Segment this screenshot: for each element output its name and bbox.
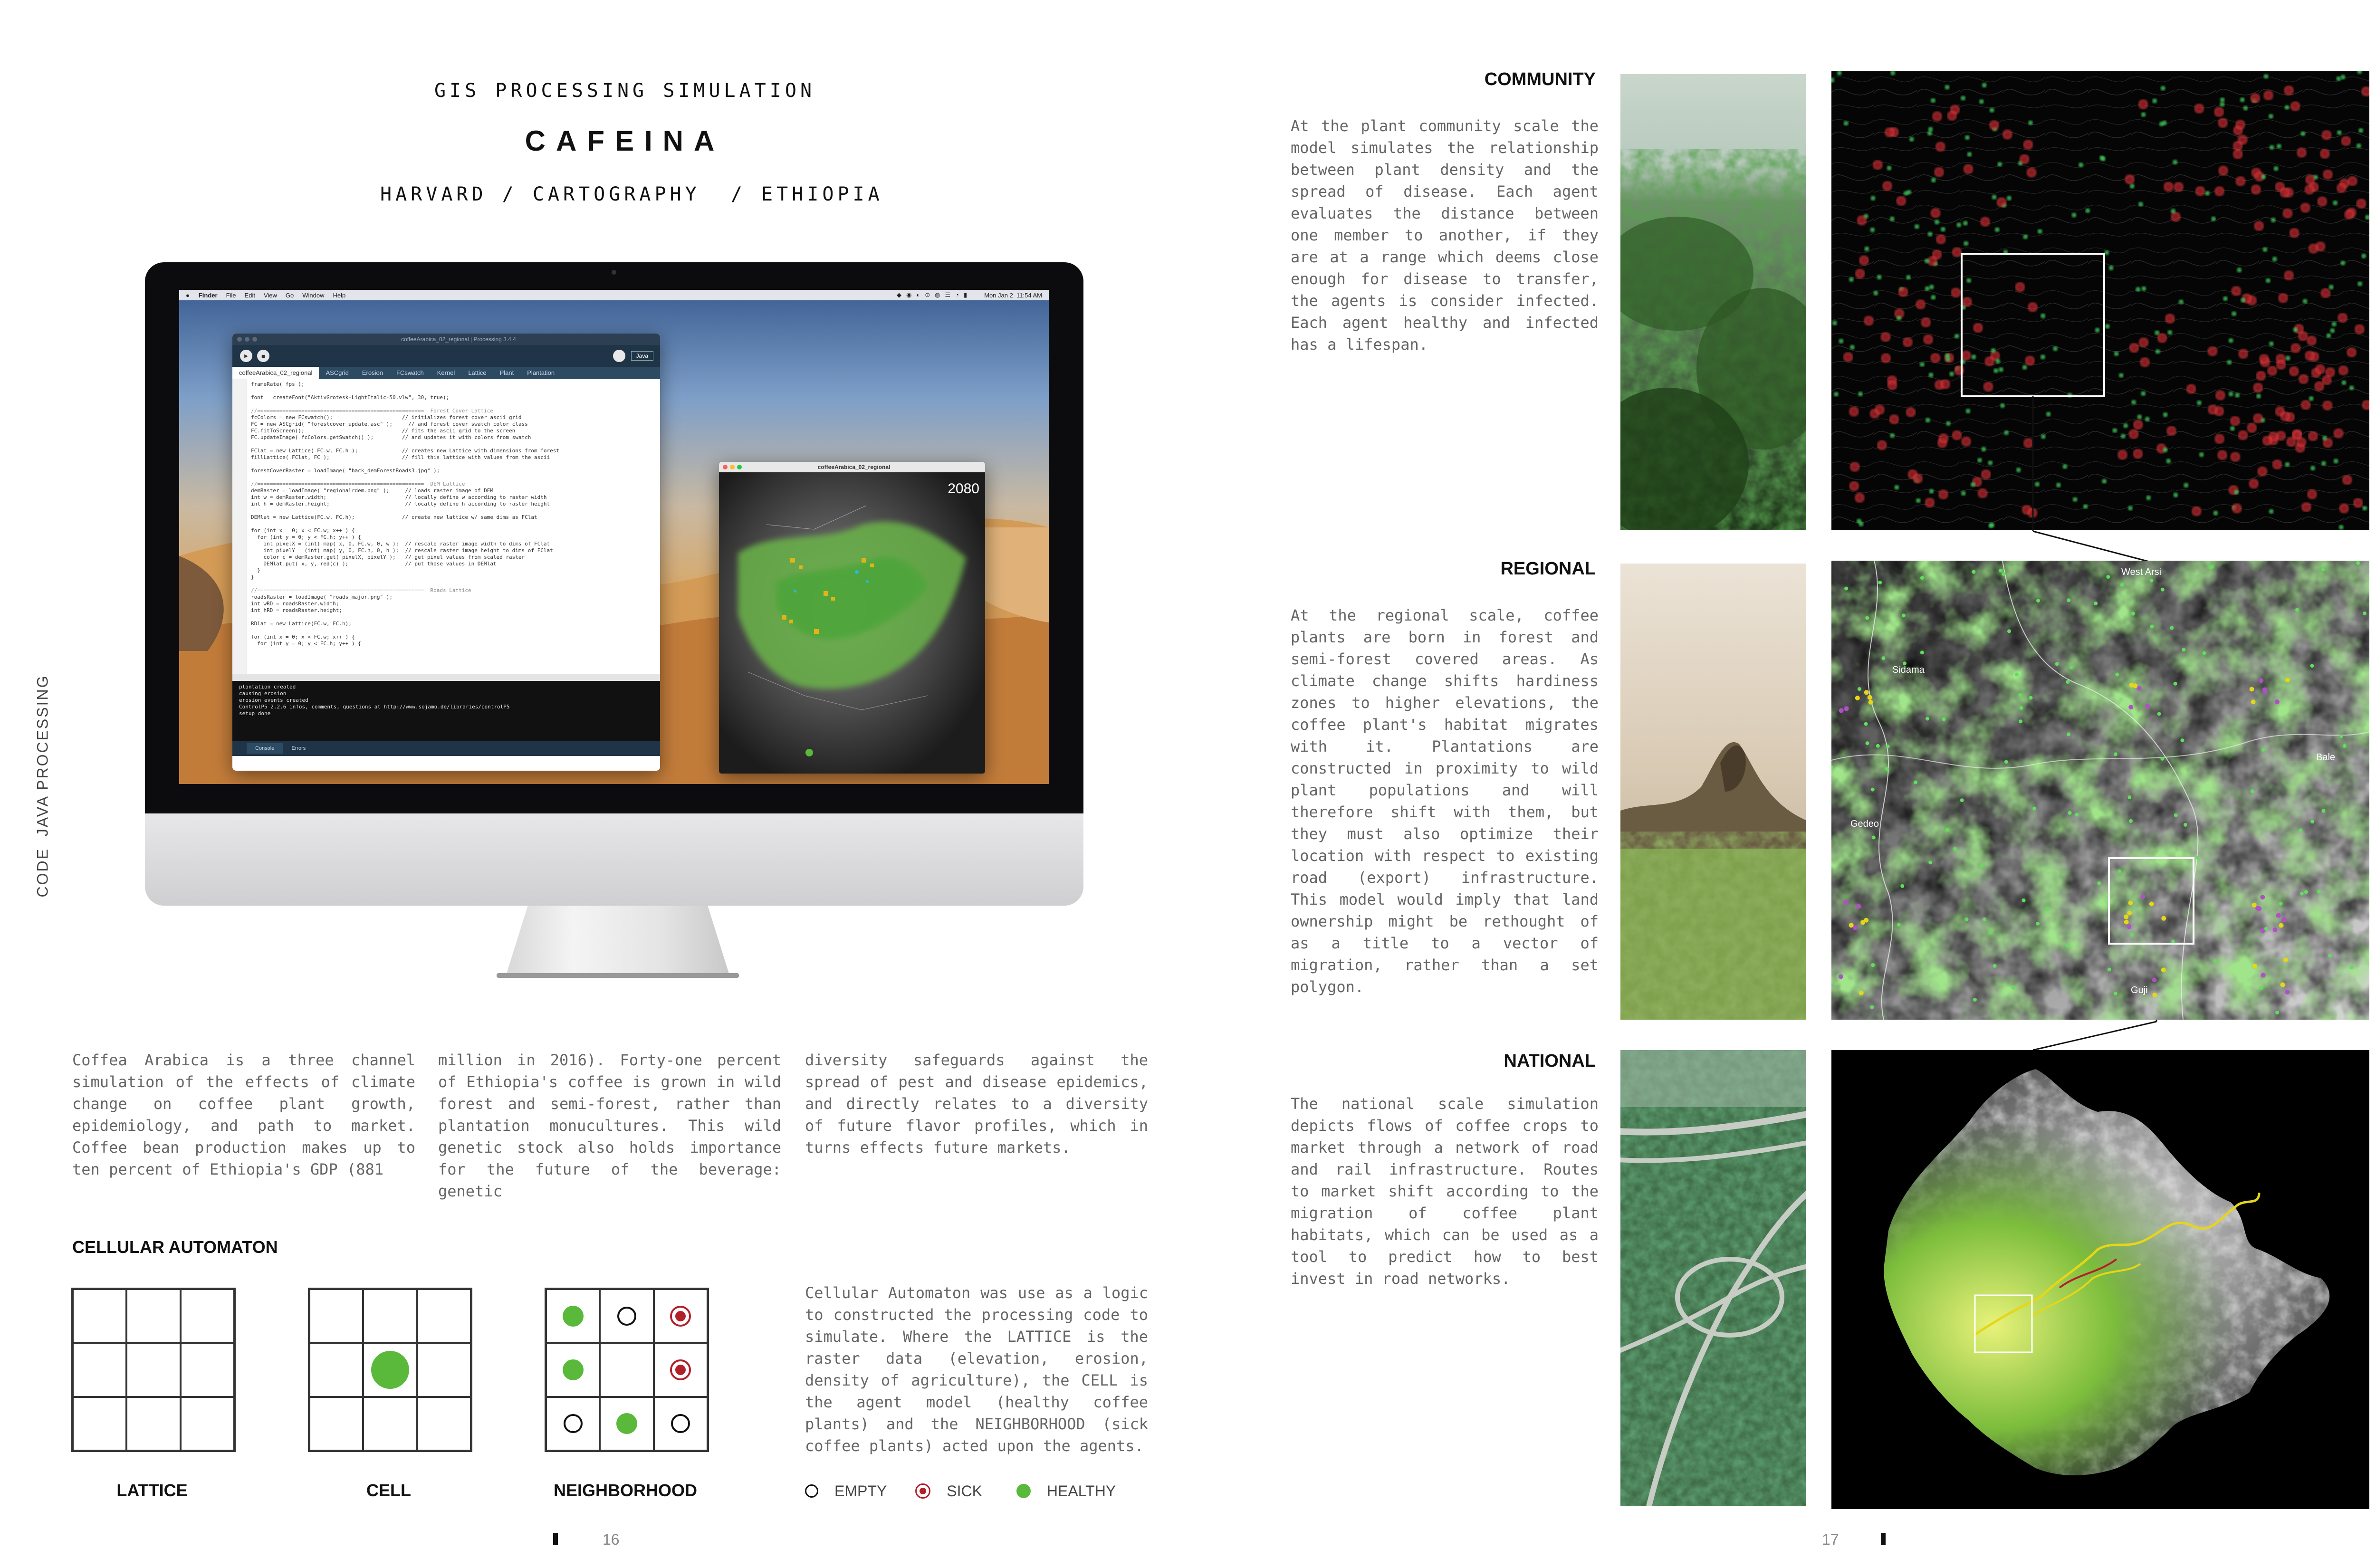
imac-foot — [497, 973, 739, 978]
code-line: FC.updateImage( fcColors.getSwatch() ); // and updates it with colors from swatch — [251, 434, 531, 440]
plant-agent — [2321, 568, 2325, 572]
tab-plant[interactable]: Plant — [499, 369, 514, 376]
code-line: int pixelY = (int) map( y, 0, FC.h, 0, h ); // rescale raster image height to dims of FClat — [251, 547, 553, 554]
code-line: } — [251, 574, 254, 580]
code-line: int pixelX = (int) map( x, 0, FC.w, 0, w ); // rescale raster image width to dims of FClat — [251, 541, 550, 547]
code-line: roadsRaster = loadImage( "roads_major.png" ); — [251, 594, 393, 600]
plant-agent — [2124, 920, 2129, 925]
sketch-year: 2080 — [948, 481, 979, 497]
plant-agent — [1859, 991, 1864, 995]
plant-agent — [2280, 982, 2285, 987]
map-label-gedeo: Gedeo — [1850, 819, 1879, 829]
console-tabs — [232, 741, 660, 756]
plant-agent — [1881, 656, 1885, 660]
plant-agent — [2264, 927, 2268, 931]
plant-agent — [2275, 699, 2280, 704]
plant-agent — [2120, 583, 2124, 587]
plant-agent — [2106, 575, 2110, 579]
plant-agent — [2252, 964, 2257, 968]
plant-agent — [2128, 900, 2133, 905]
console-output — [232, 681, 660, 741]
imac-mockup — [145, 262, 1083, 999]
kicker: GIS PROCESSING SIMULATION — [434, 80, 816, 102]
plant-agent — [2310, 820, 2314, 823]
plant-agent — [1860, 920, 1865, 925]
plant-agent — [2004, 760, 2008, 764]
legend-healthy-icon — [1016, 1484, 1031, 1498]
plant-agent — [2124, 915, 2128, 919]
plant-agent — [1920, 576, 1924, 580]
plant-agent — [2343, 744, 2347, 748]
plant-agent — [2304, 890, 2308, 894]
plant-agent — [1844, 706, 1849, 711]
plant-agent — [2032, 807, 2036, 811]
page-marker-left — [553, 1533, 558, 1545]
menu-file[interactable]: File — [226, 291, 236, 299]
code-line: int h = demRaster.height; // locally define h according to raster height — [251, 501, 550, 507]
plant-agent — [1864, 722, 1868, 726]
console-line: causing erosion — [239, 690, 287, 697]
plant-agent — [2097, 881, 2101, 885]
plant-agent — [2131, 612, 2135, 616]
code-line: font = createFont("AktivGrotesk-LightItalic-50.vlw", 30, true); — [251, 394, 450, 401]
legend-sick-label: SICK — [947, 1482, 982, 1500]
plant-agent — [2251, 699, 2256, 704]
plant-agent — [2273, 927, 2278, 932]
intro-col-2: million in 2016). Forty-one percent of Ethiopia's coffee is grown in wild forest and semi-forest, rather than plantation monucultures. This wild genetic stock also holds importance for the future of the beverage: genetic — [438, 1051, 781, 1200]
console-line: erosion events created — [239, 697, 308, 703]
coffee-plants-photo — [1620, 74, 1806, 530]
sketch-window — [719, 462, 985, 774]
plant-agent — [2180, 738, 2184, 742]
plant-agent — [2161, 588, 2165, 592]
plant-agent — [1849, 923, 1854, 927]
plant-agent — [2174, 813, 2178, 817]
code-line: RDlat = new Lattice(FC.w, FC.h); — [251, 621, 352, 627]
code-editor[interactable] — [232, 379, 660, 674]
console-line: plantation created — [239, 684, 296, 690]
plant-agent — [1856, 904, 1861, 909]
sketch-titlebar — [719, 462, 985, 472]
plant-agent — [2046, 907, 2050, 911]
plant-agent — [1855, 696, 1860, 700]
code-line — [251, 521, 559, 527]
plant-agent — [2161, 916, 2166, 921]
plant-agent — [2075, 813, 2079, 817]
menu-edit[interactable]: Edit — [244, 291, 255, 299]
plant-agent — [2282, 917, 2287, 922]
tab-coffeearabica[interactable]: coffeeArabica_02_regional — [232, 367, 319, 379]
plant-agent — [2328, 954, 2332, 957]
sketch-canvas[interactable] — [719, 472, 985, 774]
plant-agent — [2161, 967, 2166, 972]
lattice-label: LATTICE — [116, 1481, 188, 1500]
cell-healthy-dot — [371, 1351, 409, 1389]
map-label-westarsi: West Arsi — [2121, 567, 2162, 577]
plant-agent — [2117, 870, 2121, 873]
plant-agent — [2160, 757, 2164, 761]
tab-plantation[interactable]: Plantation — [527, 369, 555, 376]
menu-help[interactable]: Help — [333, 291, 346, 299]
plant-agent — [1973, 998, 1977, 1002]
plant-agent — [2322, 809, 2326, 813]
plant-agent — [2018, 693, 2022, 697]
plant-agent — [2257, 906, 2261, 911]
run-button[interactable]: ▶ — [240, 350, 252, 362]
plant-agent — [1965, 918, 1969, 921]
plant-agent — [2262, 688, 2267, 692]
plant-agent — [2108, 967, 2111, 971]
menu-window[interactable]: Window — [302, 291, 325, 299]
code-line: DEMlat = new Lattice(FC.w, FC.h); // create new lattice w/ same dims as FClat — [251, 514, 537, 520]
plant-agent — [2261, 748, 2265, 752]
ide-tabs — [232, 367, 660, 379]
ca-description: Cellular Automaton was use as a logic to constructed the processing code to simulate. Where the LATTICE is the raster data (elevation, erosion, density of agriculture), the CELL is the agent model (healthy coffee plants) and the NEIGHBORHOOD (sick coffee plants) acted upon the agents. — [805, 1284, 1148, 1455]
plant-agent — [2213, 959, 2217, 963]
code-lines — [247, 379, 563, 674]
plant-agent — [2115, 673, 2119, 677]
plant-agent — [2295, 608, 2299, 612]
legend — [805, 1482, 1157, 1501]
plant-agent — [2127, 911, 2132, 916]
code-line: for (int y = 0; y < FC.h; y++ ) { — [251, 641, 361, 647]
plant-agent — [1858, 687, 1861, 691]
console-line: setup done — [239, 710, 271, 717]
plant-agent — [2127, 924, 2131, 929]
plant-agent — [2285, 678, 2290, 682]
plant-agent — [1920, 650, 1924, 654]
tab-ascgrid[interactable]: ASCgrid — [326, 369, 349, 376]
code-line: FC = new ASCgrid( "forestcover_update.asc" ); // and forest cover swatch color class — [251, 421, 528, 427]
side-label-left: CODE JAVA PROCESSING — [34, 674, 51, 898]
legend-empty-icon — [805, 1484, 818, 1498]
plant-agent — [2094, 602, 2098, 605]
national-map — [1831, 1050, 2369, 1509]
plant-agent — [2015, 673, 2019, 677]
map-label-sidama: Sidama — [1892, 665, 1925, 675]
legend-sick-icon — [915, 1483, 930, 1499]
plant-agent — [2252, 903, 2257, 908]
menu-clock[interactable]: Mon Jan 2 11:54 AM — [984, 291, 1042, 299]
plant-agent — [1864, 690, 1869, 695]
plant-agent — [2129, 819, 2133, 823]
cell-label: CELL — [366, 1481, 411, 1500]
code-line: for (int x = 0; x < FC.w; x++ ) { — [251, 634, 355, 640]
code-line: fillLattice( FClat, FC ); // fill this lattice with values from the ascii — [251, 454, 550, 460]
menu-go[interactable]: Go — [285, 291, 294, 299]
plant-agent — [2279, 902, 2283, 906]
ide-toolbar — [232, 345, 660, 367]
plant-agent — [1843, 900, 1848, 905]
code-line — [251, 581, 559, 587]
regional-text: At the regional scale, coffee plants are born in forest and semi-forest covered areas. As climate change shifts hardiness zones to higher elevations, the coffee plant's habitat migrates with it. Plantations are constructed in proximity to wild plant populations and will therefore shift with them, but they must also optimize their location with respect to existing road (export) infrastructure. This model would imply that land ownership might be rethought of as a title to a vector of migration, rather than a set polygon. — [1291, 606, 1599, 996]
apple-icon[interactable]: ● — [186, 291, 190, 299]
plant-agent — [2299, 829, 2303, 832]
plant-agent — [2363, 612, 2366, 615]
title: CAFEINA — [525, 125, 725, 157]
plant-agent — [2152, 993, 2157, 997]
plant-agent — [1983, 918, 1986, 921]
plant-agent — [2285, 990, 2290, 994]
healthy-dot — [563, 1359, 584, 1380]
intro-col-1: Coffea Arabica is a three channel simulation of the effects of climate change on coffee plant growth, epidemiology, and path to market. Coffee bean production makes up to ten percent of Ethiopia's GDP (881 — [72, 1051, 415, 1178]
national-text: The national scale simulation depicts flows of coffee crops to market through a network of road and rail infrastructure. Routes to market shift according to the migration of coffee plant habitats, which can be used as a tool to predict how to best invest in road networks. — [1291, 1095, 1599, 1288]
imac-stand — [506, 904, 729, 975]
plant-agent — [1871, 788, 1875, 792]
plant-agent — [2145, 704, 2150, 709]
code-line: fcColors = new FCswatch(); // initializes forest cover ascii grid — [251, 414, 522, 421]
plant-agent — [1953, 847, 1957, 851]
code-line: //===================================================== DEM Lattice — [251, 481, 465, 487]
plant-agent — [1914, 780, 1917, 784]
status-icons[interactable]: ◆◉◐⊙◍☰◔▮ — [897, 291, 972, 298]
healthy-dot — [616, 1413, 637, 1434]
camera-icon — [612, 270, 616, 275]
plant-agent — [1972, 570, 1975, 574]
plant-agent — [2019, 719, 2022, 723]
ide-titlebar — [232, 334, 660, 345]
console-tab[interactable]: Console — [247, 743, 283, 754]
plant-agent — [1988, 930, 1992, 934]
plant-agent — [2150, 579, 2154, 583]
plant-agent — [2130, 933, 2134, 937]
legend-empty-label: EMPTY — [834, 1482, 887, 1500]
plant-agent — [1942, 717, 1945, 721]
empty-dot — [671, 1414, 690, 1433]
plant-agent — [2067, 598, 2071, 602]
plant-agent — [1960, 798, 1964, 802]
plant-agent — [1871, 963, 1875, 967]
sketch-zoom-icon[interactable] — [737, 465, 742, 469]
code-line — [251, 441, 559, 448]
plant-agent — [2152, 977, 2157, 982]
code-line — [251, 474, 559, 481]
plant-agent — [2260, 895, 2265, 899]
empty-dot — [564, 1414, 583, 1433]
plant-agent — [1928, 860, 1932, 864]
code-line: int hRD = roadsRaster.height; — [251, 607, 343, 613]
plant-agent — [2150, 625, 2154, 629]
close-icon[interactable] — [237, 337, 242, 342]
plant-agent — [1886, 745, 1890, 748]
page-number-right: 17 — [1822, 1531, 1839, 1548]
regional-map — [1831, 561, 2369, 1020]
menu-view[interactable]: View — [263, 291, 277, 299]
console-line: ControlP5 2.2.6 infos, comments, questions at http://www.sojamo.de/libraries/controlP5 — [239, 704, 510, 710]
plant-agent — [1839, 975, 1843, 979]
plant-agent — [2011, 986, 2015, 990]
plant-agent — [2066, 944, 2069, 947]
plant-agent — [1878, 581, 1882, 584]
plant-agent — [1839, 708, 1844, 713]
plant-agent — [1885, 767, 1889, 771]
plant-agent — [2184, 823, 2187, 827]
plant-agent — [2259, 678, 2263, 683]
plant-agent — [2068, 811, 2072, 815]
plant-agent — [1980, 863, 1983, 867]
console-divider — [232, 674, 660, 681]
code-line: int wRD = roadsRaster.width; — [251, 601, 339, 607]
plant-agent — [1897, 923, 1901, 927]
plant-agent — [2170, 626, 2174, 630]
tab-erosion[interactable]: Erosion — [362, 369, 383, 376]
plant-agent — [1844, 587, 1848, 591]
sketch-min-icon[interactable] — [730, 465, 735, 469]
plant-agent — [2339, 734, 2343, 738]
plant-agent — [2127, 795, 2131, 799]
plant-agent — [2283, 957, 2288, 962]
plant-agent — [2149, 902, 2154, 907]
intro-col-3: diversity safeguards against the spread of pest and disease epidemics, and directly relates to a diversity of future flavor profiles, which in turns effects future markets. — [805, 1051, 1148, 1157]
plant-agent — [2350, 966, 2354, 969]
tab-lattice[interactable]: Lattice — [468, 369, 487, 376]
plant-agent — [2261, 973, 2266, 977]
plant-agent — [2036, 599, 2040, 602]
sick-dot — [670, 1359, 691, 1380]
cell-grid — [308, 1288, 472, 1452]
plant-agent — [2029, 696, 2033, 700]
cellular-heading: CELLULAR AUTOMATON — [72, 1237, 278, 1257]
code-line — [251, 461, 559, 468]
neighborhood-grid — [545, 1288, 709, 1452]
plant-agent — [2317, 890, 2321, 894]
plant-agent — [1870, 1005, 1874, 1009]
plant-agent — [1926, 717, 1929, 721]
code-line: for (int y = 0; y < FC.h; y++ ) { — [251, 534, 361, 540]
code-line: color c = demRaster.get( pixelX, pixelY ); // get pixel values from scaled raster — [251, 554, 525, 560]
plant-agent — [2275, 1011, 2279, 1014]
plant-agent — [2209, 565, 2213, 569]
plant-agent — [1999, 569, 2003, 573]
desktop-screen — [179, 290, 1049, 784]
plant-agent — [1868, 700, 1873, 705]
plant-agent — [1902, 613, 1906, 617]
plant-agent — [2203, 651, 2206, 655]
plant-agent — [2067, 732, 2070, 736]
stop-button[interactable]: ■ — [257, 350, 269, 362]
code-line: DEMlat.put( x, y, red(c) ); // put those values in DEMlat — [251, 561, 497, 567]
plant-agent — [2250, 687, 2254, 692]
plant-agent — [2259, 986, 2263, 990]
code-line: for (int x = 0; x < FC.w; x++ ) { — [251, 527, 355, 534]
code-line — [251, 627, 559, 634]
plant-agent — [2133, 683, 2137, 688]
neighborhood-label: NEIGHBORHOOD — [553, 1481, 697, 1500]
heading-community: COMMUNITY — [1484, 69, 1596, 89]
healthy-dot — [563, 1306, 584, 1327]
plant-agent — [2157, 712, 2161, 716]
code-line — [251, 614, 559, 621]
sketch-title: coffeeArabica_02_regional — [817, 464, 891, 470]
code-line — [251, 401, 559, 408]
plant-agent — [2002, 572, 2005, 576]
plant-agent — [1866, 741, 1869, 745]
community-text: At the plant community scale the model simulates the relationship between plant density and the spread of disease. Each agent evaluates the distance between one member to another, if they are at a range which deems close enough for disease to transfer, the agents is consider infected. Each agent healthy and infected has a lifespan. — [1291, 117, 1599, 354]
plant-agent — [2128, 705, 2133, 709]
plant-agent — [2140, 894, 2145, 899]
errors-tab[interactable]: Errors — [291, 746, 306, 751]
plant-agent — [2196, 856, 2200, 860]
code-line: //===================================================== Roads Lattice — [251, 587, 471, 593]
plant-agent — [2279, 923, 2284, 928]
lattice-grid — [71, 1288, 236, 1452]
empty-dot — [617, 1307, 636, 1326]
menu-finder[interactable]: Finder — [198, 291, 218, 299]
code-line — [251, 507, 559, 514]
highlands-photo — [1620, 564, 1806, 1020]
plant-agent — [1865, 616, 1869, 620]
plant-agent — [2055, 662, 2059, 666]
code-line — [251, 388, 559, 394]
plant-agent — [1872, 836, 1876, 840]
plant-agent — [2036, 922, 2040, 926]
code-line: FClat = new Lattice( FC.w, FC.h ); // creates new Lattice with dimensions from forest — [251, 448, 560, 454]
ide-window — [232, 334, 660, 771]
heading-national: NATIONAL — [1504, 1051, 1596, 1071]
code-line: forestCoverRaster = loadImage( "back_demForestRoads3.jpg" ); — [251, 468, 440, 474]
plant-agent — [2182, 648, 2185, 652]
plant-agent — [2174, 682, 2177, 686]
plant-agent — [2356, 561, 2360, 565]
sketch-close-icon[interactable] — [723, 465, 728, 469]
map-label-bale: Bale — [2316, 752, 2336, 763]
map-label-guji: Guji — [2131, 985, 2148, 995]
page-number-left: 16 — [603, 1531, 620, 1548]
plant-agent — [2066, 680, 2069, 684]
plant-agent — [2251, 789, 2254, 793]
plant-agent — [1993, 964, 1997, 968]
subtitle: HARVARD / CARTOGRAPHY / ETHIOPIA — [380, 183, 883, 205]
code-line: FC.fitToScreen(); // fits the ascii grid to the screen — [251, 428, 516, 434]
plant-agent — [1945, 828, 1949, 832]
heading-regional: REGIONAL — [1500, 559, 1596, 579]
tab-kernel[interactable]: Kernel — [437, 369, 455, 376]
mode-selector[interactable]: Java — [631, 351, 653, 361]
plant-agent — [2019, 706, 2023, 710]
code-line: } — [251, 567, 260, 574]
plant-agent — [1900, 884, 1904, 888]
ide-title: coffeeArabica_02_regional | Processing 3.4.4 — [401, 336, 516, 343]
code-line: demRaster = loadImage( "regionalrdem.png" ); // loads raster image of DEM — [251, 488, 493, 494]
zoom-icon[interactable] — [252, 337, 257, 342]
highway-photo — [1620, 1050, 1806, 1506]
plant-agent — [2007, 629, 2011, 633]
plant-agent — [1868, 695, 1872, 700]
code-line: //===================================================== Forest Cover Lattice — [251, 408, 493, 414]
menu-bar — [179, 290, 1049, 300]
plant-agent — [2300, 892, 2304, 896]
plant-agent — [2310, 664, 2314, 668]
tab-fcswatch[interactable]: FCswatch — [396, 369, 424, 376]
plant-agent — [2114, 752, 2117, 756]
line-gutter — [232, 379, 247, 674]
plant-agent — [2276, 913, 2281, 918]
code-line: frameRate( fps ); — [251, 381, 305, 387]
minimize-icon[interactable] — [245, 337, 249, 342]
code-line: int w = demRaster.width; // locally define w according to raster width — [251, 494, 547, 500]
page-marker-right — [1881, 1533, 1886, 1545]
plant-agent — [2114, 992, 2117, 995]
sick-dot — [670, 1306, 691, 1327]
plant-agent — [2022, 899, 2026, 902]
legend-healthy-label: HEALTHY — [1046, 1482, 1116, 1500]
plant-agent — [2069, 666, 2073, 669]
plant-agent — [1876, 744, 1880, 748]
debug-icon[interactable] — [613, 350, 625, 362]
imac-chin — [145, 810, 1083, 906]
